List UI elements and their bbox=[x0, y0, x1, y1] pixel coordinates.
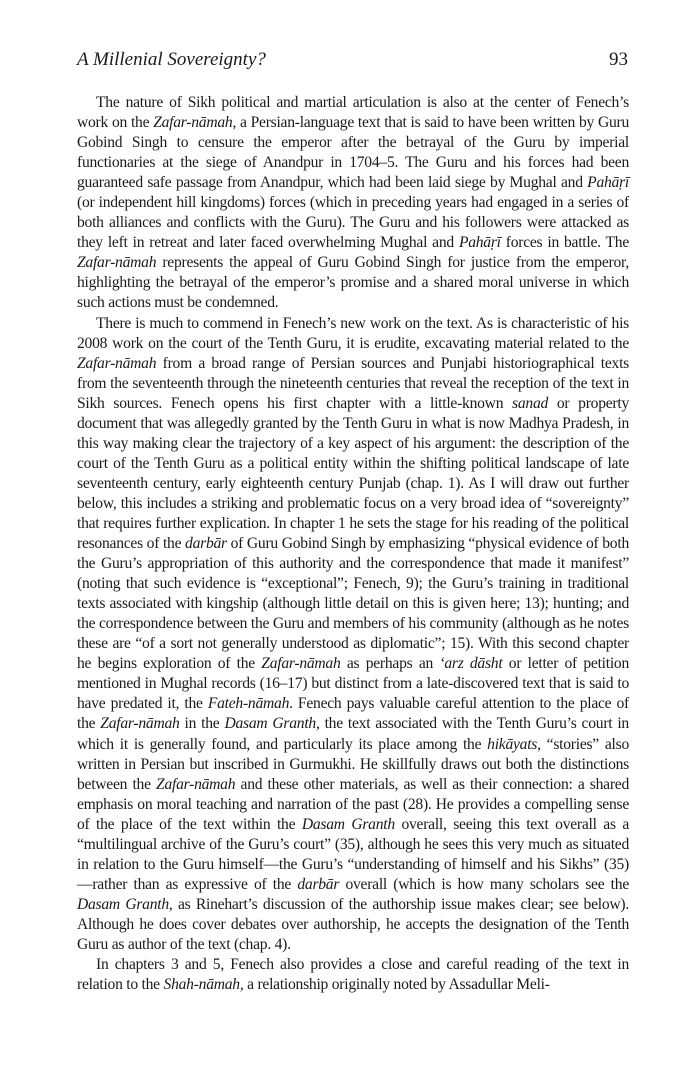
italic-term: Dasam Granth bbox=[301, 815, 395, 833]
text-run: There is much to commend in Fenech’s new work on the text. As is characteristic of his 2008 work on the court of the Tenth Guru, it is erudite, excavating material related to the bbox=[77, 314, 629, 352]
italic-term: darbār bbox=[297, 875, 340, 893]
text-run: represents the appeal of Guru Gobind Singh for justice from the emperor, highlighting the betrayal of the emperor’s promise and a shared moral universe in which such actions must be condemned. bbox=[77, 254, 629, 312]
text-run: overall (which is how many scholars see the bbox=[339, 875, 629, 893]
text-run: or property document that was allegedly granted by the Tenth Guru in what is now Madhya Pradesh, in this way making clear the trajectory of a key aspect of his argument: the description of the court of the Tenth Guru as a political entity within the shifting political landscape of late seventeenth century, early eighteenth century Punjab (chap. 1). As I will draw out further below, this includes a striking and problematic focus on a very broad idea of “sovereignty” that requires further explication. In chapter 1 he sets the stage for his reading of the political resonances of the bbox=[77, 394, 629, 553]
page-header bbox=[77, 48, 628, 72]
italic-term: Zafar-nāmah bbox=[261, 655, 341, 673]
italic-term: Pahāṛī bbox=[587, 174, 629, 192]
text-run: . Fenech pays valuable careful attention to the place of the bbox=[77, 695, 630, 733]
italic-term: ‘arz dāsht bbox=[439, 655, 503, 673]
text-run: (or independent hill kingdoms) forces (which in preceding years had engaged in a series of both alliances and conflicts with the Guru). The Guru and his followers were attacked as they left in retreat and later faced overwhelming Mughal and bbox=[77, 194, 629, 252]
text-run: overall, seeing this text overall as a “multilingual archive of the Guru’s court” (35), although he sees this very much as situated in relation to the Guru himself—the Guru’s “understanding of himself and his Sikhs” (35)—rather than as expressive of the bbox=[77, 815, 630, 893]
body-text bbox=[77, 93, 629, 995]
running-head: A Millenial Sovereignty? bbox=[77, 49, 266, 70]
italic-term: Shah-nāmah bbox=[163, 976, 240, 994]
text-run: , as Rinehart’s discussion of the authorship issue makes clear; see below). Although he does cover debates over authorship, he accepts the designation of the Tenth Guru as author of the text (chap. 4). bbox=[77, 895, 629, 953]
text-run: as perhaps an bbox=[340, 655, 440, 673]
italic-term: darbār bbox=[185, 535, 227, 553]
text-run: from a broad range of Persian sources and Punjabi historiographical texts from the seventeenth through the nineteenth centuries that reveal the reception of the text in Sikh sources. Fenech opens his first chapter with a little-known bbox=[77, 354, 629, 412]
text-run: or letter of petition mentioned in Mughal records (16–17) but distinct from a late-discovered text that is said to have predated it, the bbox=[77, 655, 629, 713]
text-run: In chapters 3 and 5, Fenech also provides a close and careful reading of the text in relation to the bbox=[77, 956, 629, 994]
italic-term: Zafar-nāmah bbox=[77, 254, 157, 272]
text-run: and these other materials, as well as their connection: a shared emphasis on moral teaching and narration of the past (28). He provides a compelling sense of the place of the text within the bbox=[77, 775, 629, 833]
text-run: of Guru Gobind Singh by emphasizing “physical evidence of both the Guru’s appropriation of this authority and the correspondence that made it manifest” (noting that such evidence is “exceptional”; Fenech, 9); the Guru’s training in traditional texts associated with kingship (although little detail on this is given here; 13); hunting; and the correspondence between the Guru and members of his community (although as he notes these are “of a sort not generally understood as diplomatic”; 15). With this second chapter he begins exploration of the bbox=[77, 535, 629, 673]
paragraph bbox=[77, 314, 629, 956]
text-run: The nature of Sikh political and martial articulation is also at the center of Fenech’s work on the bbox=[77, 94, 629, 132]
text-run: in the bbox=[179, 715, 225, 733]
italic-term: Dasam Granth bbox=[77, 895, 169, 913]
paragraph bbox=[77, 955, 629, 995]
italic-term: hikāyats bbox=[487, 735, 538, 753]
italic-term: Dasam Granth bbox=[224, 715, 316, 733]
italic-term: sanad bbox=[512, 394, 549, 412]
page-number: 93 bbox=[609, 49, 628, 70]
paragraph bbox=[77, 93, 629, 314]
italic-term: Zafar-nāmah bbox=[77, 354, 157, 372]
text-run: forces in battle. The bbox=[500, 234, 629, 252]
italic-term: Fateh-nāmah bbox=[207, 695, 290, 713]
italic-term: Zafar-nāmah bbox=[100, 715, 180, 733]
italic-term: Zafar-nāmah bbox=[153, 114, 233, 132]
italic-term: Zafar-nāmah bbox=[156, 775, 236, 793]
text-run: , a Persian-language text that is said to have been written by Guru Gobind Singh to censure the emperor after the betrayal of the Guru by imperial functionaries at the siege of Anandpur in 1704–5. The Guru and his forces had been guaranteed safe passage from Anandpur, which had been laid siege by Mughal and bbox=[77, 114, 629, 192]
text-run: , a relationship originally noted by Assadullar Meli- bbox=[239, 976, 550, 994]
text-run: , “stories” also written in Persian but inscribed in Gurmukhi. He skillfully draws out both the distinctions between the bbox=[77, 735, 630, 793]
italic-term: Pahāṛī bbox=[458, 234, 501, 252]
text-run: , the text associated with the Tenth Guru’s court in which it is generally found, and particularly its place among the bbox=[77, 715, 629, 753]
